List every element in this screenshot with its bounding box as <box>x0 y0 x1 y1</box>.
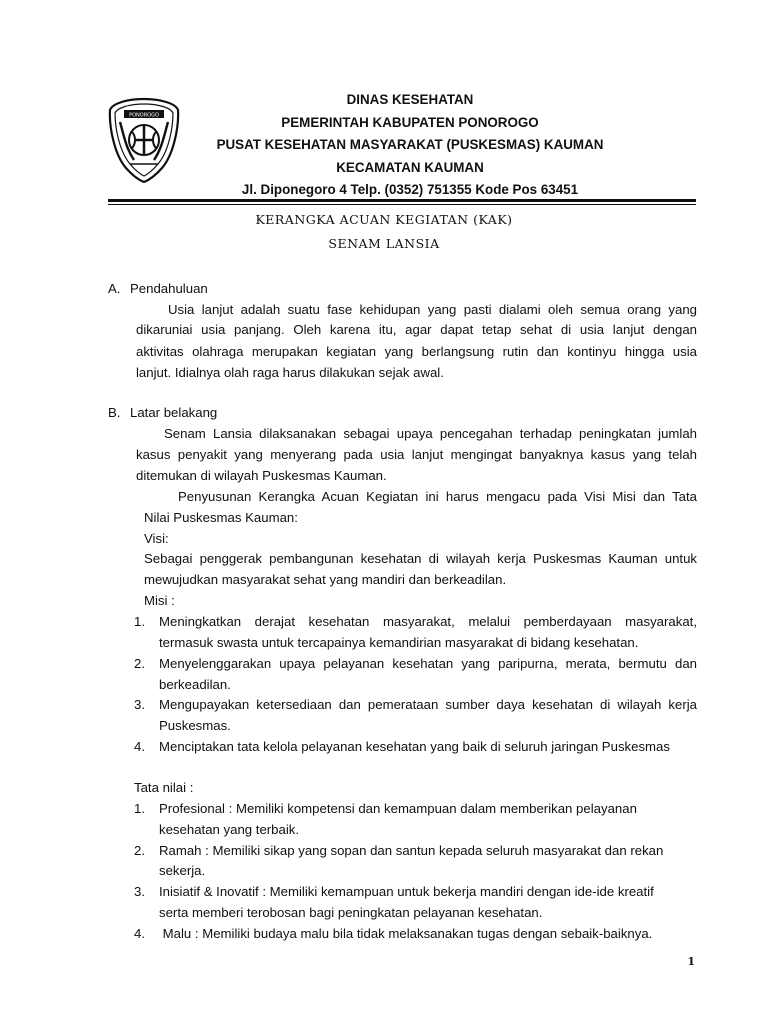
visi-label: Visi: <box>144 531 169 546</box>
tata-item-number: 2. <box>134 843 145 858</box>
tata-item-line: sekerja. <box>159 863 206 878</box>
section-b-line: Senam Lansia dilaksanakan sebagai upaya pencegahan terhadap peningkatan jumlah <box>164 426 697 441</box>
government-name: PEMERINTAH KABUPATEN PONOROGO <box>281 114 539 130</box>
tata-item-number: 4. <box>134 926 145 941</box>
tata-item-line: kesehatan yang terbaik. <box>159 822 300 837</box>
misi-item-line: Menyelenggarakan upaya pelayanan kesehatan yang paripurna, merata, bermutu dan <box>159 656 697 671</box>
tata-item-line: serta memberi terobosan bagi peningkatan pelayanan kesehatan. <box>159 905 543 920</box>
misi-item-number: 2. <box>134 656 145 671</box>
letterhead <box>180 89 640 202</box>
misi-label: Misi : <box>144 593 175 608</box>
visi-line: Sebagai penggerak pembangunan kesehatan di wilayah kerja Puskesmas Kauman untuk <box>144 551 697 566</box>
section-b-line: Penyusunan Kerangka Acuan Kegiatan ini harus mengacu pada Visi Misi dan Tata <box>178 489 697 504</box>
misi-item-number: 4. <box>134 739 145 754</box>
tata-item-line: Ramah : Memiliki sikap yang sopan dan santun kepada seluruh masyarakat dan rekan <box>159 843 664 858</box>
misi-item-line: termasuk swasta untuk tercapainya kemandirian masyarakat di bidang kesehatan. <box>159 635 639 650</box>
address-line: Jl. Diponegoro 4 Telp. (0352) 751355 Kode Pos 63451 <box>241 182 579 197</box>
tata-nilai-label: Tata nilai : <box>134 780 194 795</box>
section-b-letter: B. <box>108 405 121 420</box>
section-b-line: ditemukan di wilayah Puskesmas Kauman. <box>136 468 387 483</box>
section-b-line: kasus penyakit yang menyerang pada usia lanjut mengingat banyaknya kasus yang telah <box>136 447 697 462</box>
tata-item-number: 3. <box>134 884 145 899</box>
misi-item-line: Puskesmas. <box>159 718 231 733</box>
document-subtitle: SENAM LANSIA <box>328 236 440 251</box>
institution-name: PUSAT KESEHATAN MASYARAKAT (PUSKESMAS) KAUMAN <box>216 137 604 152</box>
misi-item-number: 1. <box>134 614 145 629</box>
section-a-line: lanjut. Idialnya olah raga harus dilakukan sejak awal. <box>136 365 444 380</box>
misi-item-line: berkeadilan. <box>159 677 231 692</box>
misi-item-line: Meningkatkan derajat kesehatan masyarakat, melalui pemberdayaan masyarakat, <box>159 614 697 629</box>
letterhead-divider-thick <box>108 199 696 202</box>
tata-item-number: 1. <box>134 801 145 816</box>
section-b-heading <box>108 405 217 420</box>
misi-item-line: Menciptakan tata kelola pelayanan kesehatan yang baik di seluruh jaringan Puskesmas <box>159 739 670 754</box>
section-b-line: Nilai Puskesmas Kauman: <box>144 510 298 525</box>
visi-line: mewujudkan masyarakat sehat yang mandiri dan berkeadilan. <box>144 572 507 587</box>
tata-item-line: Profesional : Memiliki kompetensi dan kemampuan dalam memberikan pelayanan <box>159 801 637 816</box>
section-a-line: Usia lanjut adalah suatu fase kehidupan yang pasti dialami oleh semua orang yang <box>168 302 697 317</box>
section-b-title: Latar belakang <box>130 405 218 420</box>
misi-item-line: Mengupayakan ketersediaan dan pemerataan sumber daya kesehatan di wilayah kerja <box>159 697 697 712</box>
section-a-line: dikaruniai usia panjang. Oleh karena itu, agar dapat tetap sehat di usia lanjut dengan <box>136 322 697 337</box>
section-a-letter: A. <box>108 281 121 296</box>
section-a-heading <box>108 281 208 296</box>
tata-item-line: Inisiatif & Inovatif : Memiliki kemampuan untuk bekerja mandiri dengan ide-ide kreatif <box>159 884 654 899</box>
regency-emblem-logo <box>106 96 182 184</box>
logo-lettering: PONOROGO <box>129 112 159 119</box>
letterhead-divider-thin <box>108 204 696 205</box>
agency-name: DINAS KESEHATAN <box>346 92 474 107</box>
misi-item-number: 3. <box>134 697 145 712</box>
tata-item-line: Malu : Memiliki budaya malu bila tidak melaksanakan tugas dengan sebaik-baiknya. <box>159 926 653 941</box>
section-a-line: aktivitas olahraga merupakan kegiatan yang berlangsung rutin dan kontinyu hingga usia <box>136 344 697 359</box>
section-a-title: Pendahuluan <box>130 281 208 296</box>
page-number: 1 <box>687 955 695 968</box>
document-title: KERANGKA ACUAN KEGIATAN (KAK) <box>255 212 513 227</box>
district-name: KECAMATAN KAUMAN <box>336 159 484 175</box>
